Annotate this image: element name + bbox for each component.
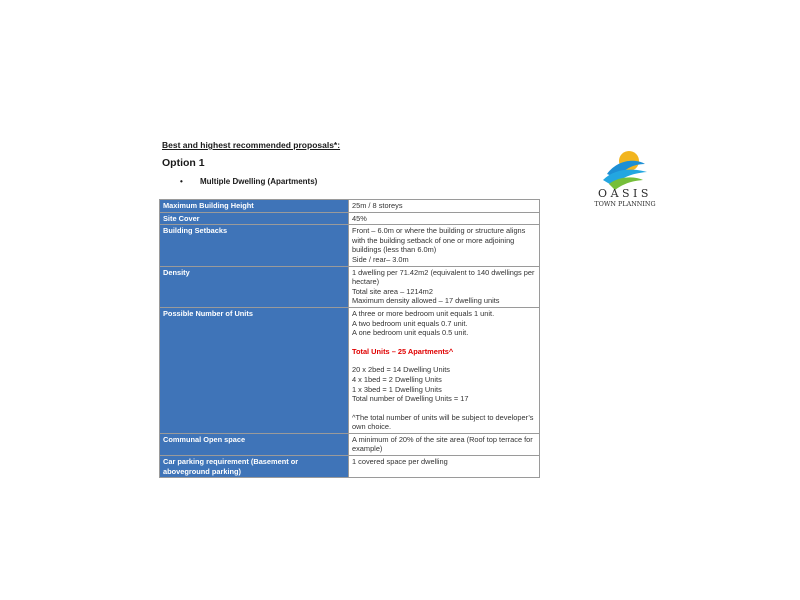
value-line: A one bedroom unit equals 0.5 unit. xyxy=(352,328,469,338)
value-line: 25m / 8 storeys xyxy=(352,201,403,210)
table-row xyxy=(160,433,540,455)
value-line: A minimum of 20% of the site area (Roof top terrace for example) xyxy=(352,434,533,454)
value-line: 4 x 1bed = 2 Dwelling Units xyxy=(352,374,442,384)
row-label: Communal Open space xyxy=(160,433,349,455)
logo-subtitle: TOWN PLANNING xyxy=(594,200,656,208)
row-label: Density xyxy=(160,266,349,307)
value-line: 1 dwelling per 71.42m2 (equivalent to 140 dwellings per hectare) xyxy=(352,267,535,287)
row-value xyxy=(349,200,540,213)
value-line: Total site area – 1214m2 xyxy=(352,286,433,296)
row-label: Maximum Building Height xyxy=(160,200,349,213)
row-value xyxy=(349,307,540,433)
bullet-icon: • xyxy=(180,177,183,186)
row-value xyxy=(349,225,540,266)
row-label: Site Cover xyxy=(160,212,349,225)
value-line: 45% xyxy=(352,213,367,223)
table-row xyxy=(160,212,540,225)
table-row xyxy=(160,200,540,213)
value-line: Maximum density allowed – 17 dwelling units xyxy=(352,296,500,306)
row-value xyxy=(349,212,540,225)
table-row xyxy=(160,266,540,307)
row-value xyxy=(349,433,540,455)
value-line: Front – 6.0m or where the building or structure aligns with the building setback of one or more adjoining buildings (less than 6.0m) xyxy=(352,226,526,255)
option-title: Option 1 xyxy=(162,157,205,169)
row-value xyxy=(349,266,540,307)
logo-title: OASIS xyxy=(598,187,652,200)
total-units-highlight: Total Units – 25 Apartments^ xyxy=(352,346,454,356)
value-line: Side / rear– 3.0m xyxy=(352,254,409,264)
value-line: ^The total number of units will be subject to developer’s own choice. xyxy=(352,412,534,432)
bullet-text: Multiple Dwelling (Apartments) xyxy=(200,177,318,186)
table-row xyxy=(160,456,540,478)
row-label: Car parking requirement (Basement or aboveground parking) xyxy=(160,456,349,478)
value-line: 1 x 3bed = 1 Dwelling Units xyxy=(352,384,442,394)
value-line: 1 covered space per dwelling xyxy=(352,457,448,467)
table-row xyxy=(160,225,540,266)
value-line: A two bedroom unit equals 0.7 unit. xyxy=(352,318,468,328)
row-label: Possible Number of Units xyxy=(160,307,349,433)
row-value xyxy=(349,456,540,478)
table-row xyxy=(160,307,540,433)
value-line: A three or more bedroom unit equals 1 unit. xyxy=(352,308,495,318)
bullet-item xyxy=(180,177,317,186)
document-heading: Best and highest recommended proposals*: xyxy=(162,140,341,150)
proposal-table xyxy=(159,199,540,478)
row-label: Building Setbacks xyxy=(160,225,349,266)
value-line: Total number of Dwelling Units = 17 xyxy=(352,394,469,404)
value-line: 20 x 2bed = 14 Dwelling Units xyxy=(352,365,450,375)
